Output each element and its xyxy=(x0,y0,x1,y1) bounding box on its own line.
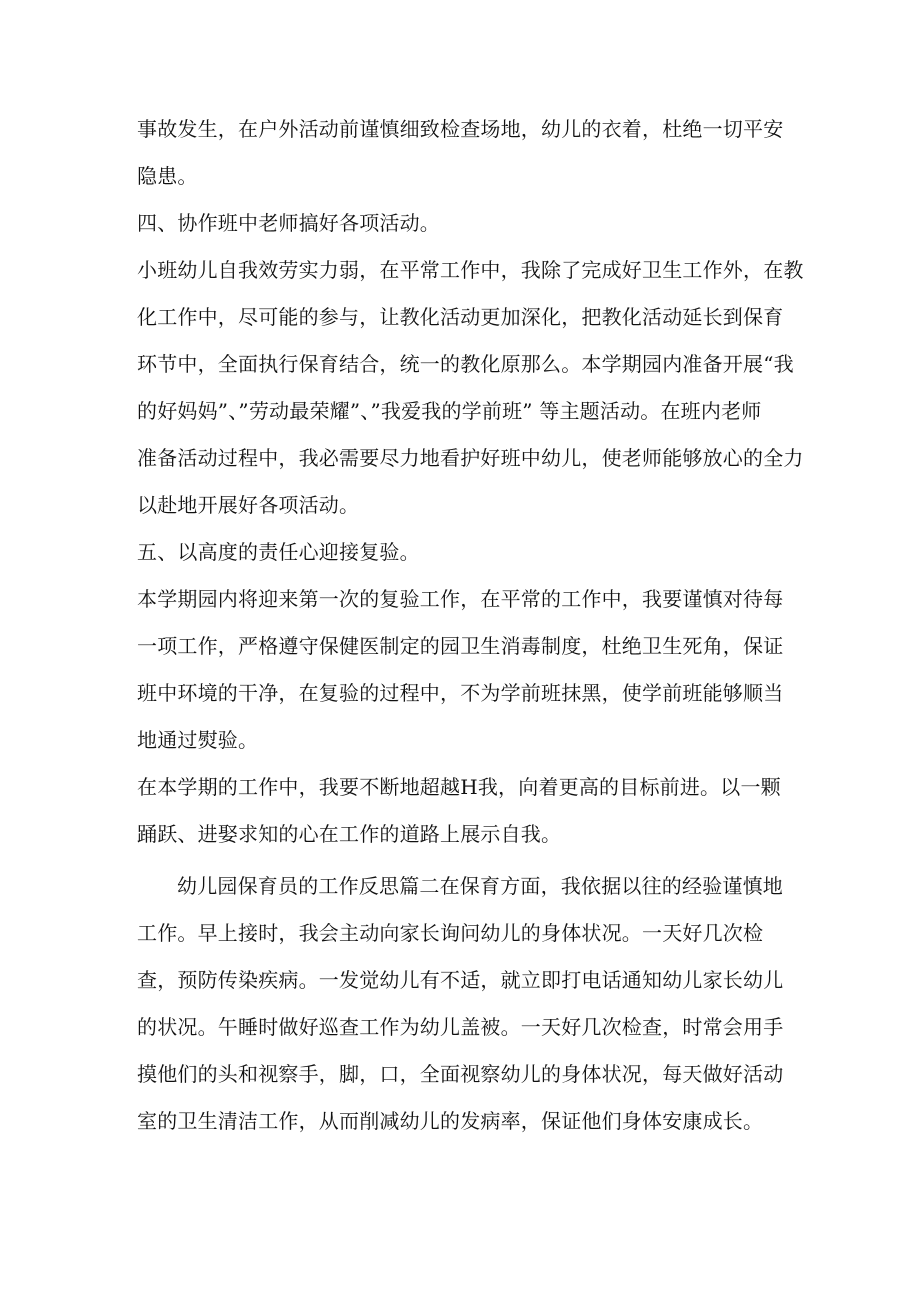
text-line: 踊跃、进娶求知的心在工作的道路上展示自我。 xyxy=(137,822,562,846)
text-line: 摸他们的头和视察手，脚，口，全面视察幼儿的身体状况，每天做好活动 xyxy=(137,1062,784,1086)
text-line: 事故发生，在户外活动前谨慎细致检查场地，幼儿的衣着，杜绝一切平安 xyxy=(137,117,784,141)
text-line: 地通过熨验。 xyxy=(137,728,259,752)
text-line: 化工作中，尽可能的参与，让教化活动更加深化，把教化活动延长到保育 xyxy=(137,305,784,329)
text-line: 小班幼儿自我效劳实力弱，在平常工作中，我除了完成好卫生工作外，在教 xyxy=(137,258,804,282)
text-line: 查，预防传染疾病。一发觉幼儿有不适，就立即打电话通知幼儿家长幼儿 xyxy=(137,968,784,992)
text-line: 以赴地开展好各项活动。 xyxy=(137,493,360,517)
text-line: 一项工作，严格遵守保健医制定的园卫生消毒制度，杜绝卫生死角，保证 xyxy=(137,634,784,658)
section-heading: 五、以高度的责任心迎接复验。 xyxy=(137,540,420,564)
section-heading: 四、协作班中老师搞好各项活动。 xyxy=(137,211,440,235)
paragraph-start-line: 幼儿园保育员的工作反思篇二在保育方面，我依据以往的经验谨慎地 xyxy=(177,874,783,898)
text-line: 在本学期的工作中，我要不断地超越H我，向着更高的目标前进。以一颗 xyxy=(137,775,781,799)
text-line: 环节中，全面执行保育结合，统一的教化原那么。本学期园内准备开展“我 xyxy=(137,352,794,376)
text-line: 隐患。 xyxy=(137,164,198,188)
document-page xyxy=(137,112,804,1151)
text-line: 工作。早上接时，我会主动向家长询问幼儿的身体状况。一天好几次检 xyxy=(137,921,764,945)
text-line: 本学期园内将迎来第一次的复验工作，在平常的工作中，我要谨慎对待每 xyxy=(137,587,784,611)
text-line: 的状况。午睡时做好巡查工作为幼儿盖被。一天好几次检查，时常会用手 xyxy=(137,1015,784,1039)
text-line: 班中环境的干净，在复验的过程中，不为学前班抹黑，使学前班能够顺当 xyxy=(137,681,784,705)
text-line: 室的卫生清洁工作，从而削减幼儿的发病率，保证他们身体安康成长。 xyxy=(137,1109,764,1133)
text-line: 的好妈妈”、”劳动最荣耀”、”我爱我的学前班” 等主题活动。在班内老师 xyxy=(137,399,762,423)
text-line: 准备活动过程中，我必需要尽力地看护好班中幼儿，使老师能够放心的全力 xyxy=(137,446,804,470)
